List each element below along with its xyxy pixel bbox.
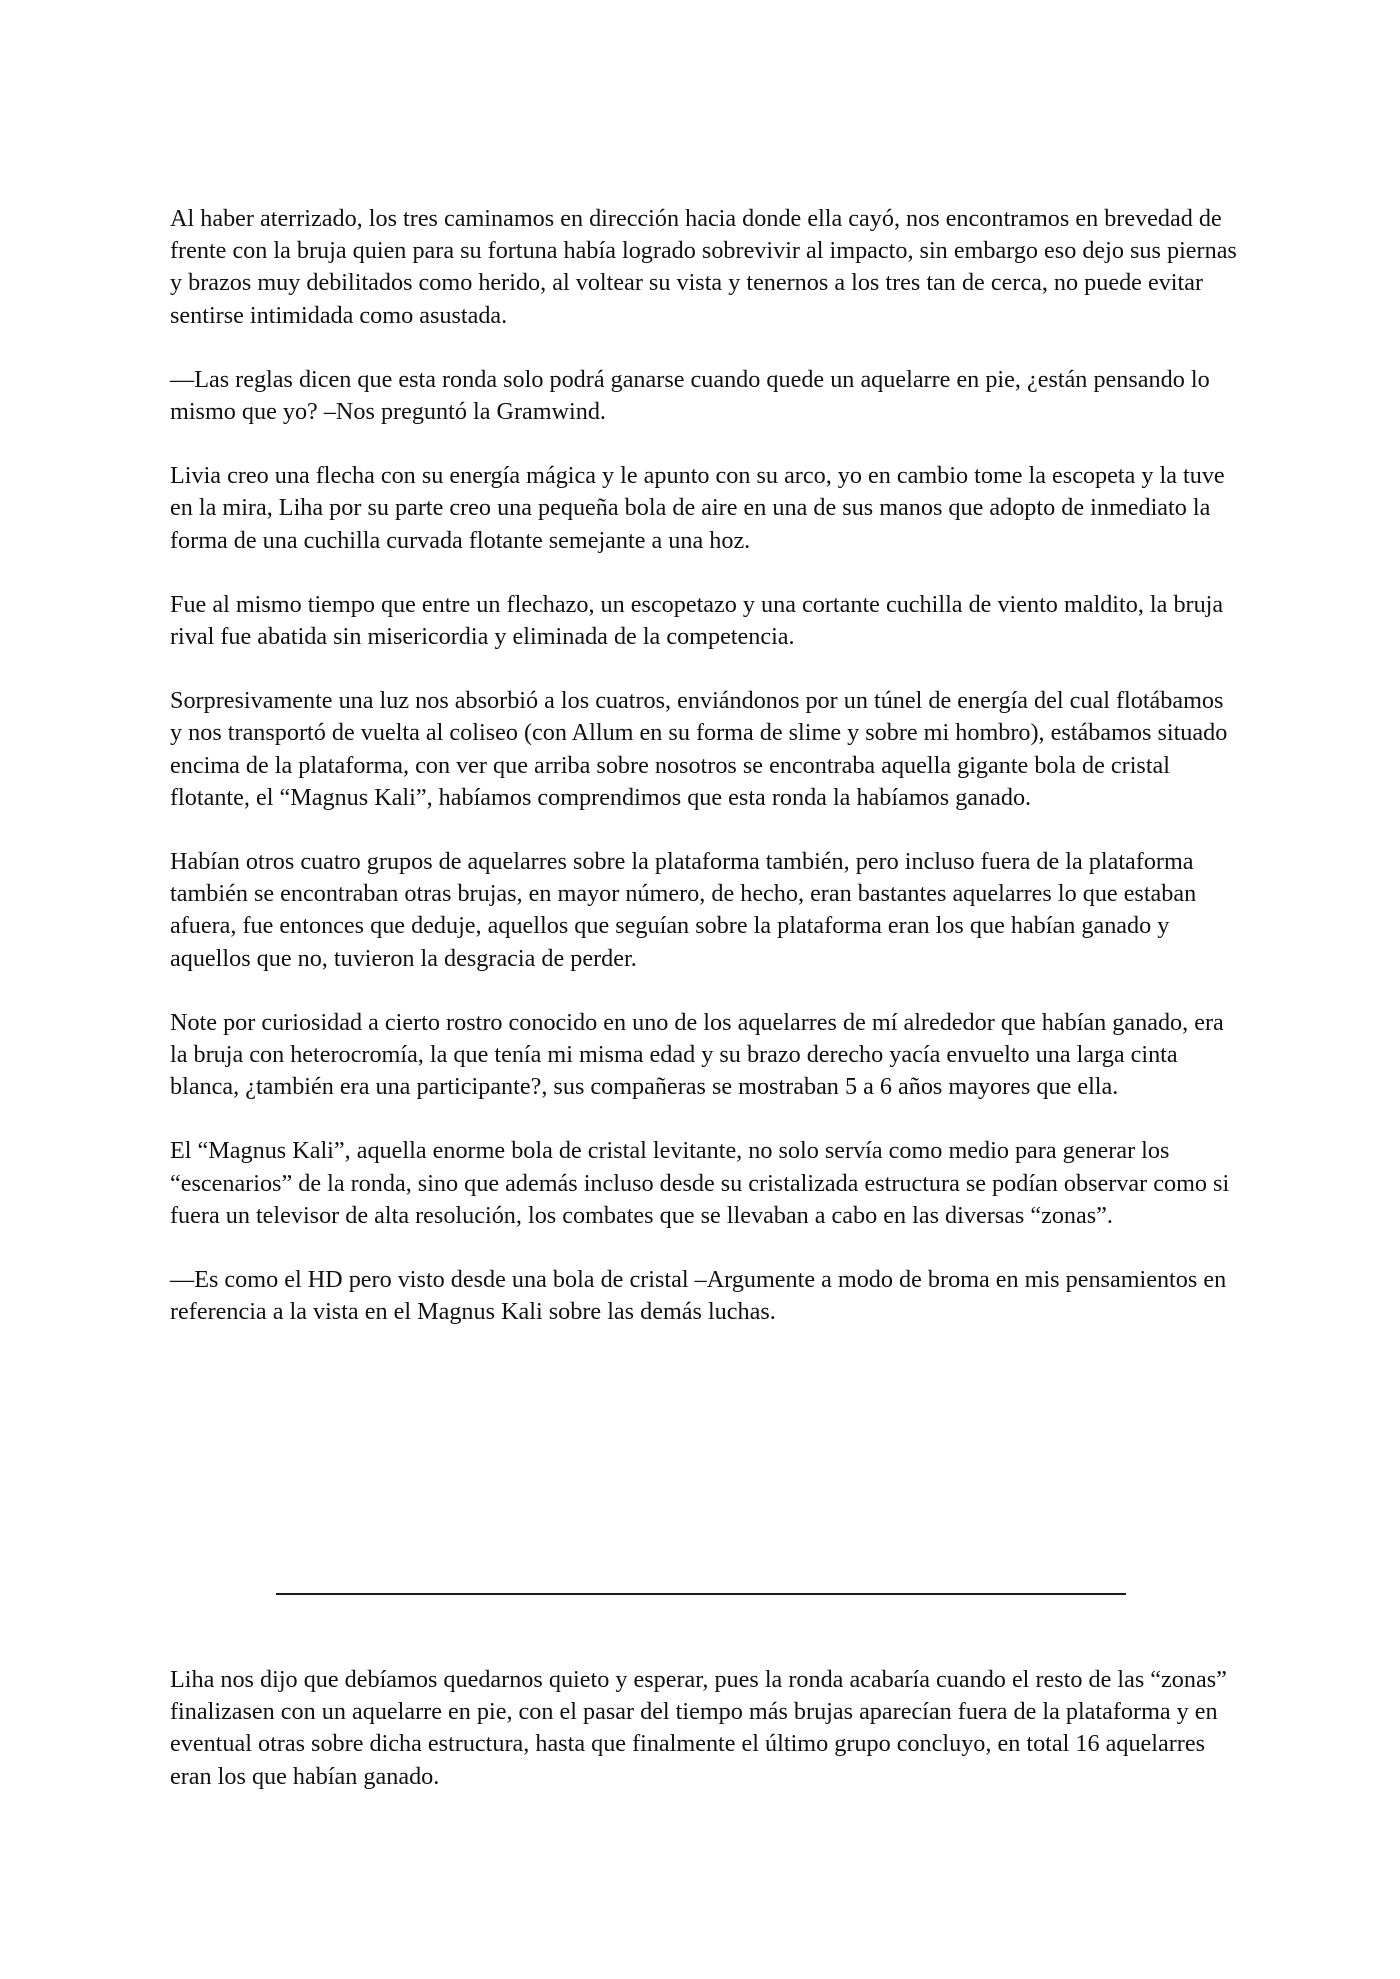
paragraph-7: Note por curiosidad a cierto rostro conocido en uno de los aquelarres de mí alrededor que habían ganado, era la bruja con heterocromía, la que tenía mi misma edad y su brazo derecho yacía envuelto una larga cinta blanca, ¿también era una participante?, sus compañeras se mostraban 5 a 6 años mayores que ella. [170,1008,1224,1101]
paragraph-2-dialogue: —Las reglas dicen que esta ronda solo podrá ganarse cuando quede un aquelarre en pie, ¿están pensando lo mismo que yo? –Nos preguntó la Gramwind. [170,365,1210,426]
paragraph-8: El “Magnus Kali”, aquella enorme bola de cristal levitante, no solo servía como medio para generar los “escenarios” de la ronda, sino que además incluso desde su cristalizada estructura se podían observar como si fuera un televisor de alta resolución, los combates que se llevaban a cabo en las diversas “zonas”. [170,1137,1230,1229]
paragraph-5: Sorpresivamente una luz nos absorbió a los cuatros, enviándonos por un túnel de energía del cual flotábamos y nos transportó de vuelta al coliseo (con Allum en su forma de slime y sobre mi hombro), estábamos situado encima de la plataforma, con ver que arriba sobre nosotros se encontraba aquella gigante bola de cristal flotante, el “Magnus Kali”, habíamos comprendimos que esta ronda la habíamos ganado. [170,687,1228,811]
body-text [170,203,1240,1328]
body-text-after-separator [170,1664,1240,1793]
paragraph-3: Livia creo una flecha con su energía mágica y le apunto con su arco, yo en cambio tome la escopeta y la tuve en la mira, Liha por su parte creo una pequeña bola de aire en una de sus manos que adopto de inmediato la forma de una cuchilla curvada flotante semejante a una hoz. [170,462,1225,554]
paragraph-4: Fue al mismo tiempo que entre un flechazo, un escopetazo y una cortante cuchilla de viento maldito, la bruja rival fue abatida sin misericordia y eliminada de la competencia. [170,590,1224,651]
paragraph-6: Habían otros cuatro grupos de aquelarres sobre la plataforma también, pero incluso fuera de la plataforma también se encontraban otras brujas, en mayor número, de hecho, eran bastantes aquelarres lo que estaban afuera, fue entonces que deduje, aquellos que seguían sobre la plataforma eran los que habían ganado y aquellos que no, tuvieron la desgracia de perder. [170,848,1197,972]
section-separator-line [276,1593,1126,1595]
paragraph-9-dialogue: —Es como el HD pero visto desde una bola de cristal –Argumente a modo de broma en mis pensamientos en referencia a la vista en el Magnus Kali sobre las demás luchas. [170,1266,1227,1326]
paragraph-1: Al haber aterrizado, los tres caminamos en dirección hacia donde ella cayó, nos encontramos en brevedad de frente con la bruja quien para su fortuna había logrado sobrevivir al impacto, sin embargo eso dejo sus piernas y brazos muy debilitados como herido, al voltear su vista y tenernos a los tres tan de cerca, no puede evitar sentirse intimidada como asustada. [170,205,1237,329]
paragraph-10: Liha nos dijo que debíamos quedarnos quieto y esperar, pues la ronda acabaría cuando el resto de las “zonas” finalizasen con un aquelarre en pie, con el pasar del tiempo más brujas aparecían fuera de la plataforma y en eventual otras sobre dicha estructura, hasta que finalmente el último grupo concluyo, en total 16 aquelarres eran los que habían ganado. [170,1666,1227,1790]
